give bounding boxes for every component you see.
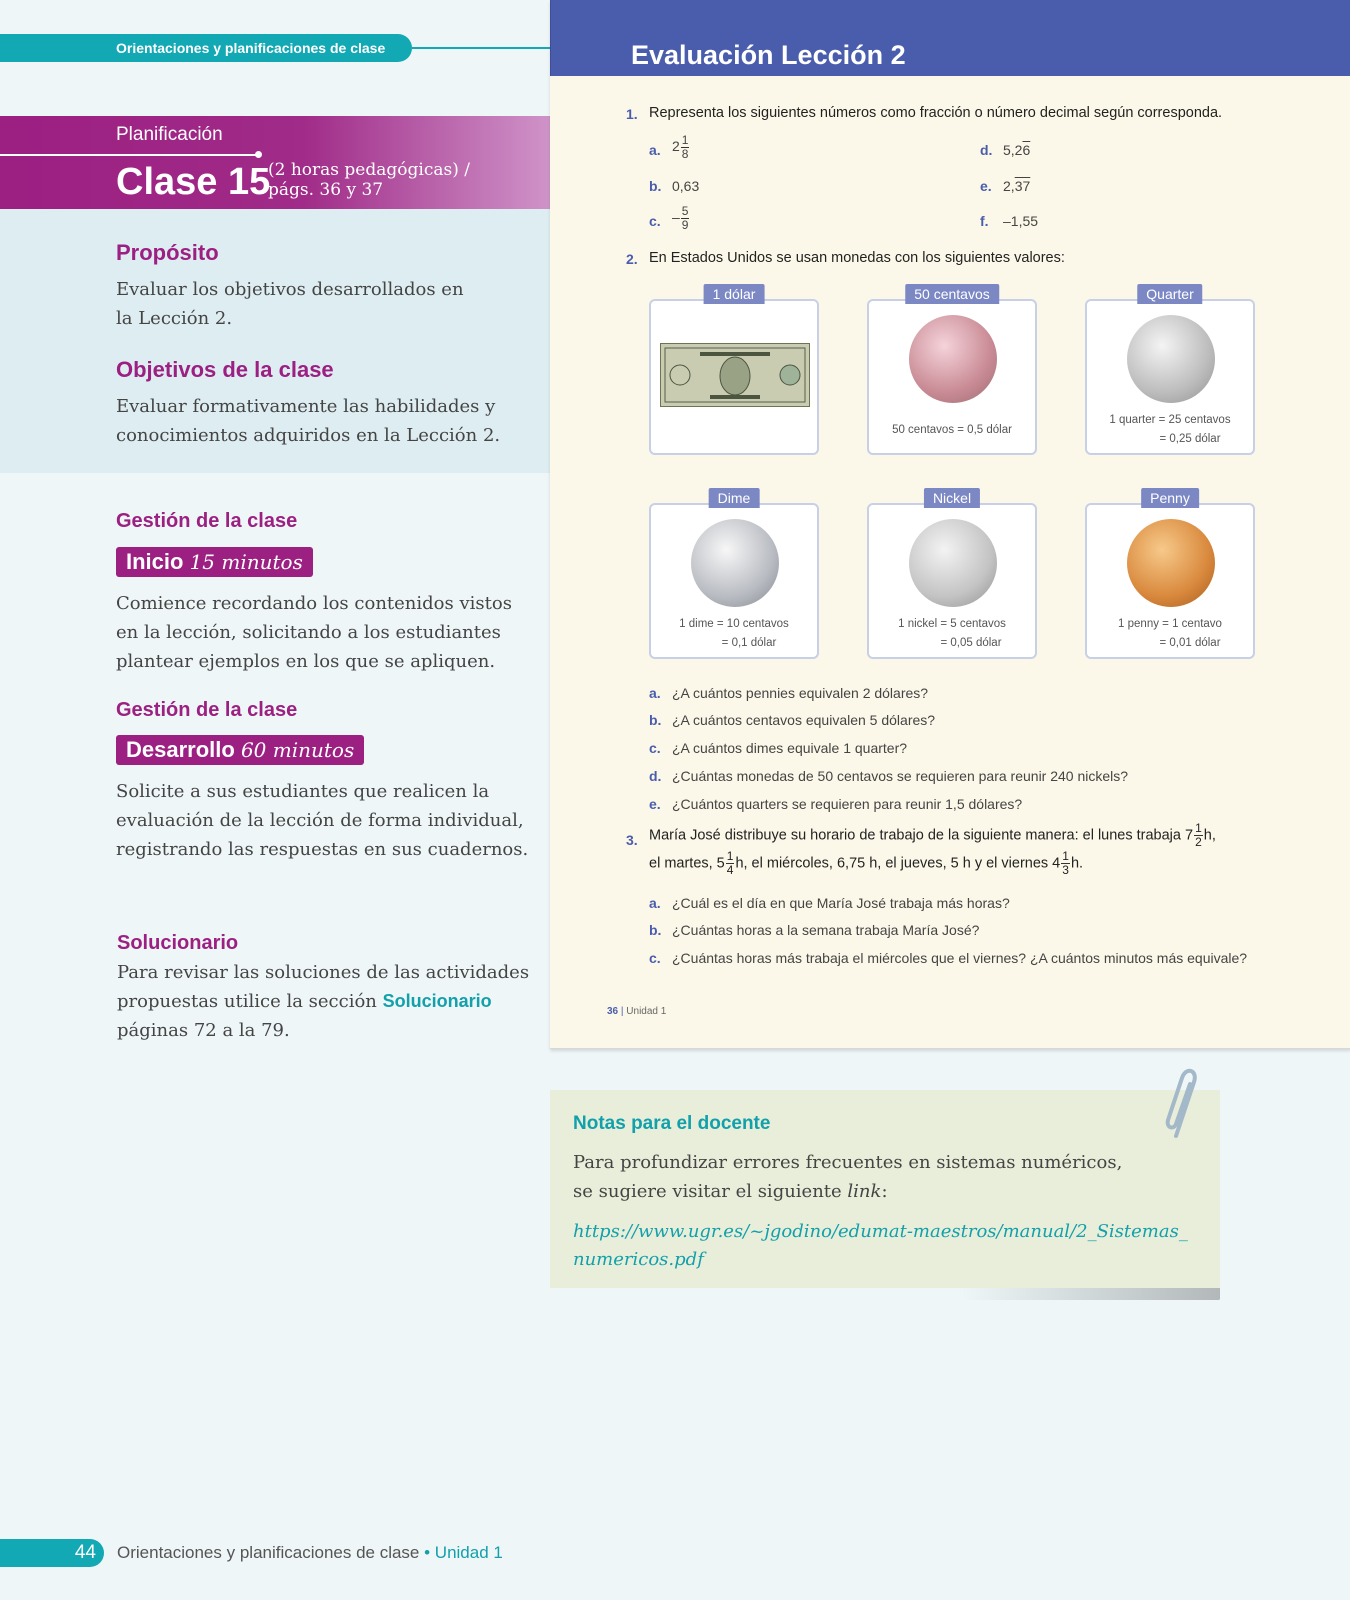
management-line: plantear ejemplos en los que se apliquen. <box>116 651 496 672</box>
fraction <box>681 134 690 161</box>
denominator: 2 <box>1195 835 1202 849</box>
class-hours: (2 horas pedagógicas) / <box>268 160 470 180</box>
question-number: 1. <box>626 106 638 122</box>
notes-text <box>573 1148 1193 1206</box>
question-number: 3. <box>626 832 638 848</box>
item-letter: d. <box>980 142 993 158</box>
solutions-line: páginas 72 a la 79. <box>117 1020 290 1041</box>
question-number: 2. <box>626 251 638 267</box>
notes-line-text: se sugiere visitar el siguiente <box>573 1181 848 1202</box>
coin-caption: = 0,25 dólar <box>1159 433 1221 445</box>
notes-line <box>573 1177 1193 1206</box>
coin-label: Penny <box>1141 488 1199 508</box>
coin-card-penny <box>1085 490 1255 659</box>
class-subtitle <box>268 160 470 200</box>
numerator: 5 <box>681 204 689 218</box>
coin-label: 1 dólar <box>704 284 765 304</box>
notes-title: Notas para el docente <box>573 1113 771 1134</box>
coin-caption: = 0,1 dólar <box>721 637 777 649</box>
question-text-part: h, <box>1203 827 1216 844</box>
objectives-line: Evaluar formativamente las habilidades y <box>116 396 496 417</box>
question-text-part: h, el miércoles, 6,75 h, el jueves, 5 h y el viernes 4 <box>735 855 1061 872</box>
decimal-base: 2, <box>1003 178 1015 194</box>
denominator: 3 <box>1062 863 1069 877</box>
negative-fraction <box>672 205 690 232</box>
objectives-text <box>116 392 500 450</box>
purpose-line: Evaluar los objetivos desarrollados en <box>116 279 464 300</box>
evaluation-title-text: Evaluación Lección <box>631 40 891 70</box>
teacher-notes <box>550 1090 1220 1288</box>
management-text <box>116 777 528 864</box>
periodic-decimal <box>1003 142 1030 158</box>
question-text: Representa los siguientes números como fracción o número decimal según corresponda. <box>649 105 1223 121</box>
item-letter: b. <box>649 922 662 938</box>
objectives-heading: Objetivos de la clase <box>116 357 334 382</box>
item-text: ¿Cuál es el día en que María José trabaja más horas? <box>672 895 1010 911</box>
coin-caption: 1 penny = 1 centavo <box>1118 618 1222 630</box>
paperclip-icon <box>1162 1066 1206 1142</box>
page-footer <box>607 1006 666 1017</box>
management-line: en la lección, solicitando a los estudiantes <box>116 622 501 643</box>
footer-title: Orientaciones y planificaciones de clase <box>117 1543 420 1562</box>
coin-card-quarter <box>1085 286 1255 455</box>
planning-banner <box>0 116 550 209</box>
header-tab: Orientaciones y planificaciones de clase <box>0 34 412 62</box>
management-line: evaluación de la lección de forma individual, <box>116 810 524 831</box>
item-letter: b. <box>649 712 662 728</box>
solutions-line <box>117 987 529 1016</box>
half-dollar-coin-icon <box>909 315 997 403</box>
planning-label: Planificación <box>116 124 223 145</box>
planning-rule <box>0 154 258 156</box>
evaluation-header <box>550 0 1350 76</box>
solutions-text <box>117 958 529 1045</box>
development-time-pill <box>116 735 364 765</box>
question-text: En Estados Unidos se usan monedas con los siguientes valores: <box>649 250 1065 266</box>
management-text <box>116 589 512 676</box>
objectives-line: conocimientos adquiridos en la Lección 2. <box>116 425 501 446</box>
solutions-line: Para revisar las soluciones de las actividades <box>117 962 530 983</box>
pill-duration: 15 minutos <box>189 550 303 574</box>
quarter-coin-icon <box>1127 315 1215 403</box>
notes-line: Para profundizar errores frecuentes en sistemas numéricos, <box>573 1152 1123 1173</box>
management-line: Comience recordando los contenidos vistos <box>116 593 512 614</box>
notes-url-link[interactable] <box>573 1218 1193 1274</box>
penny-coin-icon <box>1127 519 1215 607</box>
question-text-part: h. <box>1070 855 1084 872</box>
purpose-text <box>116 275 464 333</box>
dollar-bill-icon <box>660 343 810 407</box>
repeating-digits: 6 <box>1022 142 1031 158</box>
purpose-heading: Propósito <box>116 240 219 265</box>
item-text: ¿Cuántas monedas de 50 centavos se requieren para reunir 240 nickels? <box>672 768 1129 784</box>
item-text: ¿A cuántos dimes equivale 1 quarter? <box>672 740 908 756</box>
management-heading: Gestión de la clase <box>116 699 298 721</box>
question-text-part: el martes, 5 <box>649 855 725 872</box>
coin-caption: 50 centavos = 0,5 dólar <box>892 424 1012 436</box>
notes-line-text: : <box>881 1181 888 1202</box>
item-text: ¿A cuántos centavos equivalen 5 dólares? <box>672 712 936 728</box>
item-letter: f. <box>980 213 989 229</box>
item-text: ¿Cuántos quarters se requieren para reunir 1,5 dólares? <box>672 796 1023 812</box>
management-line: Solicite a sus estudiantes que realicen la <box>116 781 490 802</box>
coin-label: 50 centavos <box>905 284 999 304</box>
repeating-digits: 37 <box>1014 178 1031 194</box>
notes-shadow <box>960 1288 1220 1300</box>
coin-caption: 1 dime = 10 centavos <box>679 618 789 630</box>
class-title: Clase 15 <box>116 161 271 203</box>
pill-phase: Inicio <box>126 549 184 574</box>
item-letter: e. <box>980 178 992 194</box>
coin-caption: = 0,01 dólar <box>1159 637 1221 649</box>
pill-phase: Desarrollo <box>126 737 235 762</box>
coin-label: Quarter <box>1137 284 1202 304</box>
management-heading: Gestión de la clase <box>116 510 298 532</box>
management-line: registrando las respuestas en sus cuadernos. <box>116 839 529 860</box>
dime-coin-icon <box>691 519 779 607</box>
footer-unit: Unidad 1 <box>434 1543 503 1562</box>
item-letter: a. <box>649 142 661 158</box>
item-letter: c. <box>649 950 661 966</box>
class-pages: págs. 36 y 37 <box>268 180 384 200</box>
url-line[interactable]: numericos.pdf <box>573 1249 704 1270</box>
solutions-link[interactable]: Solucionario <box>382 991 492 1011</box>
denominator: 8 <box>681 147 689 161</box>
question-text <box>649 822 1216 849</box>
decimal-base: 5,2 <box>1003 142 1023 158</box>
footer-bullet: • <box>419 1543 435 1562</box>
header-rule <box>412 47 552 49</box>
numerator: 1 <box>726 849 734 863</box>
numerator: 1 <box>1062 849 1069 863</box>
footer-unit: Unidad 1 <box>626 1006 667 1017</box>
item-text: ¿Cuántas horas más trabaja el miércoles que el viernes? ¿A cuántos minutos más equivale? <box>672 950 1248 966</box>
fraction <box>726 850 735 877</box>
footer-text <box>117 1543 503 1563</box>
coin-caption: 1 nickel = 5 centavos <box>898 618 1006 630</box>
evaluation-page <box>550 0 1350 1049</box>
coin-card-dollar <box>649 286 819 455</box>
decimal-value: –1,55 <box>1003 213 1039 229</box>
coin-label: Nickel <box>924 488 980 508</box>
evaluation-title <box>631 40 906 71</box>
footer-separator: | <box>620 1006 624 1017</box>
sign: – <box>672 209 680 226</box>
coin-caption: = 0,05 dólar <box>940 637 1002 649</box>
decimal-value: 0,63 <box>672 178 700 194</box>
numerator: 1 <box>681 133 689 147</box>
fraction <box>681 205 690 232</box>
item-letter: a. <box>649 895 661 911</box>
fraction <box>1061 850 1070 877</box>
question-text <box>649 850 1083 877</box>
whole-part: 2 <box>672 138 680 155</box>
start-time-pill <box>116 547 313 577</box>
item-letter: c. <box>649 213 661 229</box>
item-letter: b. <box>649 178 662 194</box>
denominator: 9 <box>681 218 689 232</box>
item-letter: d. <box>649 768 662 784</box>
solutions-line-text: propuestas utilice la sección <box>117 991 383 1012</box>
nickel-coin-icon <box>909 519 997 607</box>
solutions-heading: Solucionario <box>117 932 239 954</box>
page-number-tab: 44 <box>0 1539 104 1567</box>
coin-label: Dime <box>709 488 760 508</box>
coin-card-half-dollar <box>867 286 1037 455</box>
item-letter: e. <box>649 796 661 812</box>
question-text-part: María José distribuye su horario de trabajo de la siguiente manera: el lunes trabaja 7 <box>649 827 1194 844</box>
denominator: 4 <box>726 863 734 877</box>
coin-caption: 1 quarter = 25 centavos <box>1109 414 1231 426</box>
mixed-number <box>672 134 690 161</box>
fraction <box>1194 822 1203 849</box>
coin-card-dime <box>649 490 819 659</box>
periodic-decimal <box>1003 178 1030 194</box>
url-line[interactable]: https://www.ugr.es/~jgodino/edumat-maestros/manual/2_Sistemas_ <box>573 1221 1188 1242</box>
item-letter: a. <box>649 685 661 701</box>
item-text: ¿A cuántos pennies equivalen 2 dólares? <box>672 685 929 701</box>
pill-duration: 60 minutos <box>240 738 355 762</box>
item-letter: c. <box>649 740 661 756</box>
evaluation-title-number: 2 <box>890 40 906 70</box>
purpose-line: la Lección 2. <box>116 308 233 329</box>
page-number: 36 <box>607 1006 619 1017</box>
coin-card-nickel <box>867 490 1037 659</box>
item-text: ¿Cuántas horas a la semana trabaja María José? <box>672 922 980 938</box>
numerator: 1 <box>1195 821 1202 835</box>
notes-link-word: link <box>847 1181 882 1202</box>
planning-rule-dot <box>255 151 262 158</box>
